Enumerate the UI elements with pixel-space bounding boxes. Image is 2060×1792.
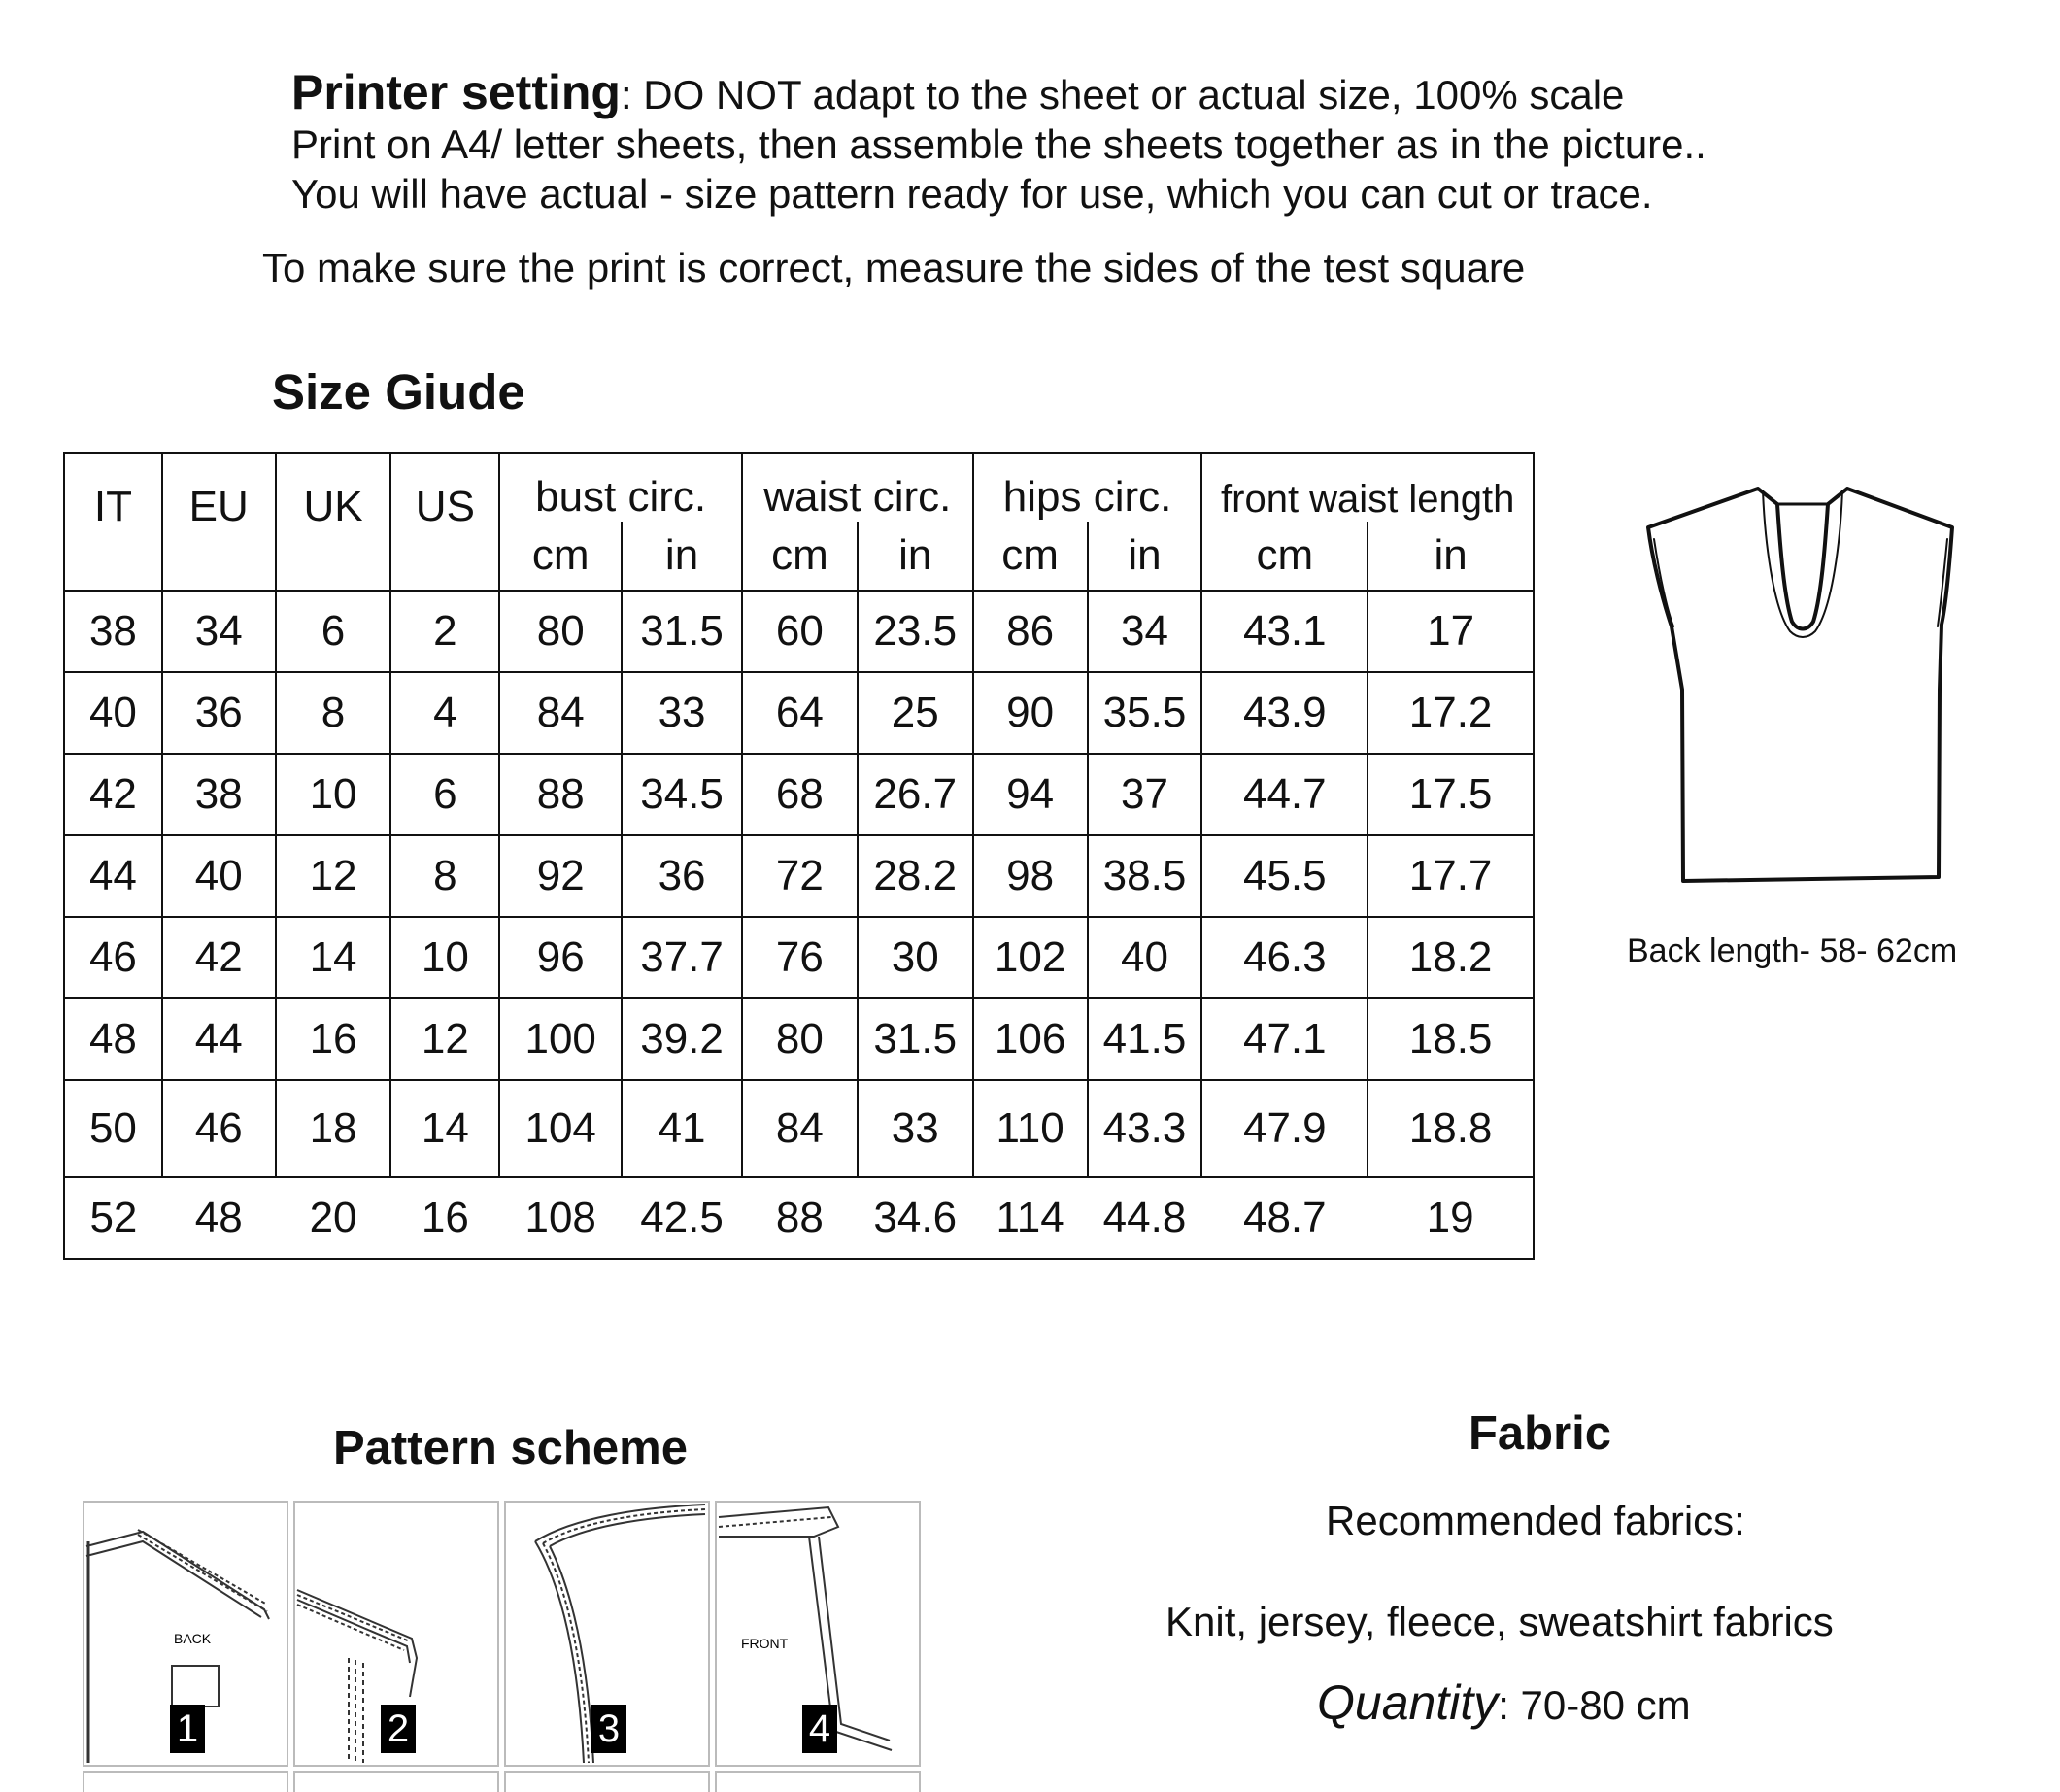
table-cell: 41.5 [1088, 998, 1202, 1080]
back-length-note: Back length- 58- 62cm [1627, 932, 1958, 969]
table-cell: 36 [622, 835, 742, 917]
table-cell: 76 [742, 917, 858, 998]
table-cell: 18.2 [1368, 917, 1534, 998]
table-cell: 12 [276, 835, 391, 917]
table-cell: 38 [64, 591, 162, 672]
table-cell: 102 [973, 917, 1088, 998]
header-it: IT [64, 453, 162, 591]
table-cell: 16 [390, 1177, 499, 1259]
table-cell: 60 [742, 591, 858, 672]
table-cell: 80 [499, 591, 622, 672]
table-cell: 30 [858, 917, 973, 998]
table-cell: 6 [390, 754, 499, 835]
table-row [64, 1177, 1534, 1259]
table-cell: 106 [973, 998, 1088, 1080]
table-cell: 40 [64, 672, 162, 754]
table-cell: 44 [64, 835, 162, 917]
printer-line-3: You will have actual - size pattern ready for use, which you can cut or trace. [291, 171, 1653, 217]
table-cell: 52 [64, 1177, 162, 1259]
table-cell: 88 [742, 1177, 858, 1259]
table-cell: 14 [276, 917, 391, 998]
tshirt-sketch-icon [1617, 481, 1976, 894]
table-cell: 18 [276, 1080, 391, 1177]
table-cell: 10 [276, 754, 391, 835]
table-cell: 108 [499, 1177, 622, 1259]
table-cell: 4 [390, 672, 499, 754]
header-eu: EU [162, 453, 276, 591]
test-square-note: To make sure the print is correct, measure the sides of the test square [262, 245, 1526, 290]
table-cell: 47.9 [1201, 1080, 1368, 1177]
table-cell: 86 [973, 591, 1088, 672]
table-cell: 84 [499, 672, 622, 754]
table-cell: 45.5 [1201, 835, 1368, 917]
table-cell: 42 [162, 917, 276, 998]
unit-front-in: in [1368, 522, 1534, 591]
table-cell: 38.5 [1088, 835, 1202, 917]
table-cell: 44 [162, 998, 276, 1080]
pattern-tile-3 [504, 1501, 710, 1767]
table-cell: 18.5 [1368, 998, 1534, 1080]
size-rows [64, 591, 1534, 1259]
printer-instructions [291, 65, 1706, 219]
table-cell: 33 [858, 1080, 973, 1177]
fabric-title: Fabric [1469, 1407, 1612, 1460]
table-cell: 34 [1088, 591, 1202, 672]
tile-number-1: 1 [170, 1705, 205, 1753]
table-cell: 43.1 [1201, 591, 1368, 672]
table-row [64, 835, 1534, 917]
table-cell: 46 [162, 1080, 276, 1177]
pattern-tile-row2-1 [83, 1771, 288, 1792]
table-cell: 90 [973, 672, 1088, 754]
pattern-tile-row2-3 [504, 1771, 710, 1792]
table-row [64, 754, 1534, 835]
table-cell: 19 [1368, 1177, 1534, 1259]
table-row [64, 917, 1534, 998]
quantity-value: : 70-80 cm [1498, 1682, 1691, 1728]
unit-front-cm: cm [1201, 522, 1368, 591]
table-row [64, 998, 1534, 1080]
table-cell: 25 [858, 672, 973, 754]
table-cell: 96 [499, 917, 622, 998]
table-cell: 12 [390, 998, 499, 1080]
tile-number-3: 3 [591, 1705, 626, 1753]
table-cell: 42.5 [622, 1177, 742, 1259]
unit-hips-in: in [1088, 522, 1202, 591]
unit-bust-cm: cm [499, 522, 622, 591]
header-us: US [390, 453, 499, 591]
table-cell: 98 [973, 835, 1088, 917]
table-row [64, 591, 1534, 672]
table-cell: 104 [499, 1080, 622, 1177]
table-cell: 43.9 [1201, 672, 1368, 754]
table-cell: 17.7 [1368, 835, 1534, 917]
table-cell: 44.8 [1088, 1177, 1202, 1259]
table-cell: 48.7 [1201, 1177, 1368, 1259]
table-cell: 43.3 [1088, 1080, 1202, 1177]
table-cell: 50 [64, 1080, 162, 1177]
table-cell: 17 [1368, 591, 1534, 672]
table-cell: 68 [742, 754, 858, 835]
header-front-waist-length: front waist length [1201, 453, 1534, 522]
table-cell: 100 [499, 998, 622, 1080]
table-cell: 31.5 [858, 998, 973, 1080]
table-cell: 17.5 [1368, 754, 1534, 835]
table-cell: 37.7 [622, 917, 742, 998]
table-cell: 114 [973, 1177, 1088, 1259]
tile-number-2: 2 [381, 1705, 416, 1753]
printer-line-2: Print on A4/ letter sheets, then assemble the sheets together as in the picture.. [291, 121, 1706, 167]
pattern-tile-1 [83, 1501, 288, 1767]
table-cell: 33 [622, 672, 742, 754]
table-cell: 16 [276, 998, 391, 1080]
pattern-tile-2 [293, 1501, 499, 1767]
table-cell: 110 [973, 1080, 1088, 1177]
table-cell: 36 [162, 672, 276, 754]
table-cell: 14 [390, 1080, 499, 1177]
header-hips: hips circ. [973, 453, 1202, 522]
table-cell: 48 [64, 998, 162, 1080]
back-piece-label: BACK [174, 1631, 212, 1646]
header-bust: bust circ. [499, 453, 742, 522]
table-cell: 88 [499, 754, 622, 835]
unit-waist-cm: cm [742, 522, 858, 591]
table-cell: 39.2 [622, 998, 742, 1080]
table-cell: 94 [973, 754, 1088, 835]
table-cell: 64 [742, 672, 858, 754]
pattern-tile-4 [715, 1501, 921, 1767]
table-cell: 38 [162, 754, 276, 835]
table-cell: 34.5 [622, 754, 742, 835]
recommended-fabrics-label: Recommended fabrics: [1326, 1498, 1745, 1543]
size-guide-title: Size Giude [272, 364, 525, 420]
table-cell: 92 [499, 835, 622, 917]
pattern-tile-row2-2 [293, 1771, 499, 1792]
table-cell: 34.6 [858, 1177, 973, 1259]
table-row [64, 672, 1534, 754]
table-cell: 40 [162, 835, 276, 917]
table-cell: 47.1 [1201, 998, 1368, 1080]
table-cell: 80 [742, 998, 858, 1080]
table-cell: 46 [64, 917, 162, 998]
unit-waist-in: in [858, 522, 973, 591]
table-cell: 41 [622, 1080, 742, 1177]
table-row [64, 1080, 1534, 1177]
table-cell: 2 [390, 591, 499, 672]
table-cell: 72 [742, 835, 858, 917]
table-cell: 48 [162, 1177, 276, 1259]
unit-hips-cm: cm [973, 522, 1088, 591]
header-uk: UK [276, 453, 391, 591]
table-cell: 10 [390, 917, 499, 998]
table-cell: 6 [276, 591, 391, 672]
table-cell: 84 [742, 1080, 858, 1177]
table-cell: 8 [390, 835, 499, 917]
header-waist: waist circ. [742, 453, 973, 522]
table-cell: 40 [1088, 917, 1202, 998]
quantity-label: Quantity [1317, 1675, 1499, 1730]
table-cell: 17.2 [1368, 672, 1534, 754]
table-cell: 37 [1088, 754, 1202, 835]
table-cell: 28.2 [858, 835, 973, 917]
pattern-tile-row2-4 [715, 1771, 921, 1792]
size-guide-table [63, 452, 1535, 1260]
table-cell: 8 [276, 672, 391, 754]
table-cell: 31.5 [622, 591, 742, 672]
table-cell: 20 [276, 1177, 391, 1259]
printer-line-1 [291, 65, 1706, 119]
header-row [64, 453, 1534, 522]
printer-line-1-rest: : DO NOT adapt to the sheet or actual size, 100% scale [620, 72, 1625, 118]
printer-heading: Printer setting [291, 65, 621, 119]
fabric-quantity [1317, 1674, 1691, 1731]
table-cell: 35.5 [1088, 672, 1202, 754]
table-cell: 34 [162, 591, 276, 672]
unit-bust-in: in [622, 522, 742, 591]
table-cell: 23.5 [858, 591, 973, 672]
fabric-kinds: Knit, jersey, fleece, sweatshirt fabrics [1165, 1599, 1834, 1644]
table-cell: 44.7 [1201, 754, 1368, 835]
pattern-scheme-title: Pattern scheme [333, 1422, 688, 1474]
table-cell: 26.7 [858, 754, 973, 835]
tile-number-4: 4 [802, 1705, 837, 1753]
table-cell: 18.8 [1368, 1080, 1534, 1177]
front-piece-label: FRONT [741, 1636, 789, 1651]
table-cell: 42 [64, 754, 162, 835]
table-cell: 46.3 [1201, 917, 1368, 998]
